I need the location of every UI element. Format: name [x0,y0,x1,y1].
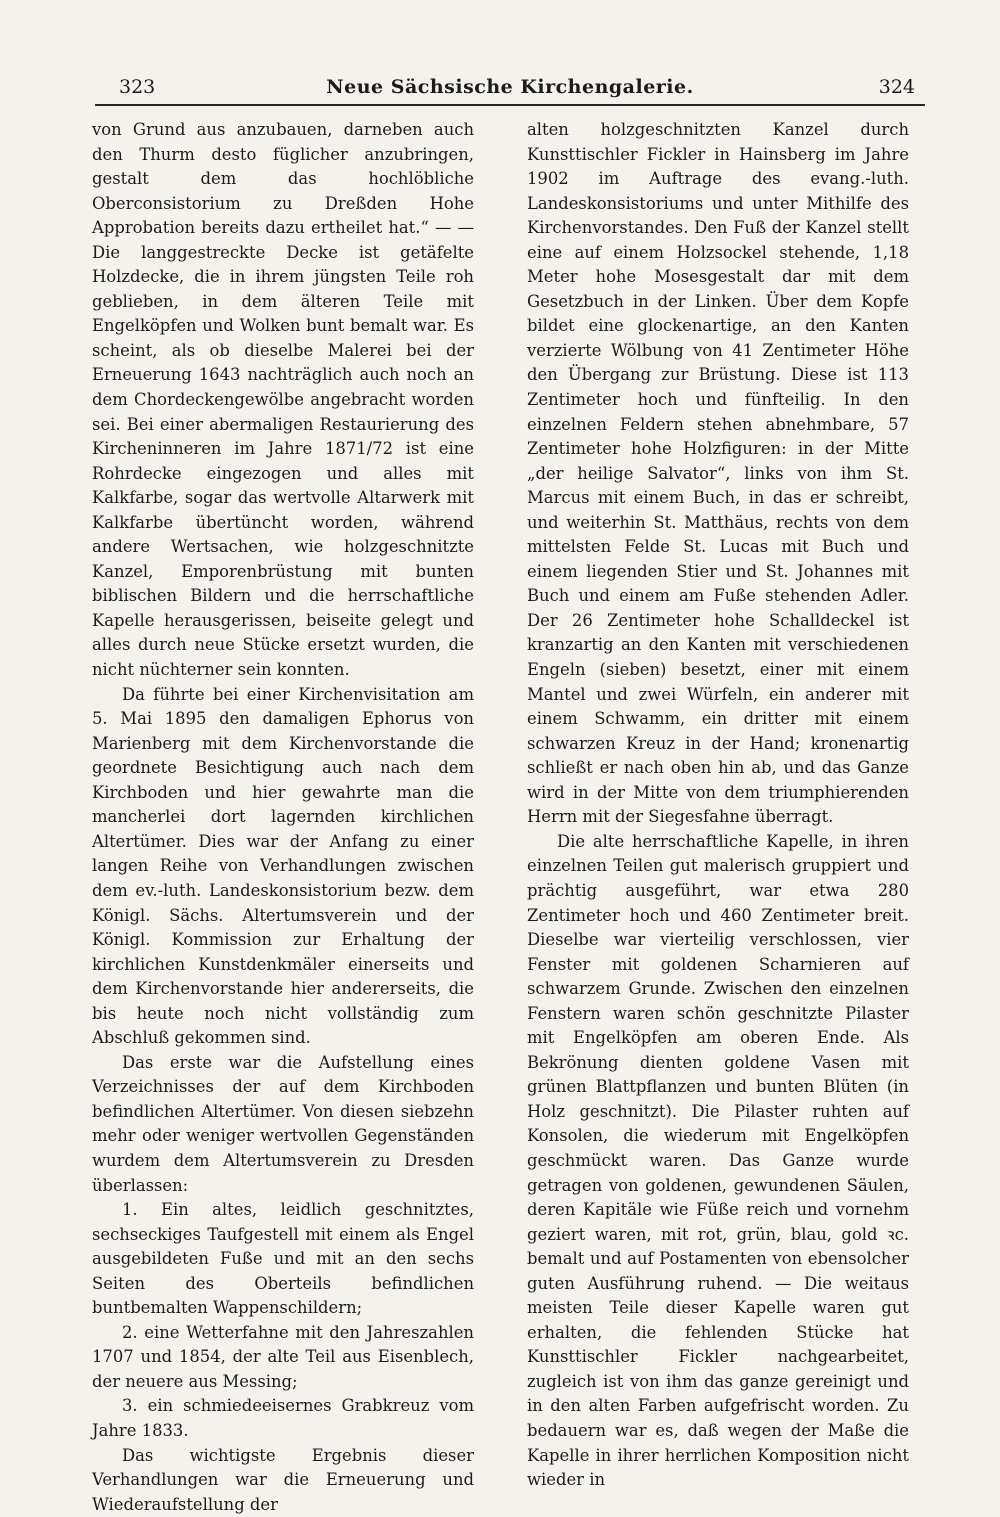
list-item: 2. eine Wetterfahne mit den Jahreszahlen 1707 und 1854, der alte Teil aus Eisenblech, der neuere aus Messing; [92,1322,474,1391]
page-number-right: 324 [878,76,915,98]
right-column [527,118,909,1493]
list-item: 1. Ein altes, leidlich geschnitztes, sechseckiges Taufgestell mit einem als Engel ausgebildeten Fuße und mit an den sechs Seiten des Oberteils befindlichen buntbemalten Wappenschildern; [92,1200,474,1318]
running-header [95,72,925,106]
left-column [92,118,474,1517]
paragraph: Das wichtigste Ergebnis dieser Verhandlungen war die Erneuerung und Wiederaufstellung der [92,1445,474,1514]
paragraph: Das erste war die Aufstellung eines Verzeichnisses der auf dem Kirchboden befindlichen Altertümer. Von diesen siebzehn mehr oder weniger wertvollen Gegenständen wurdem dem Altertumsverein zu Dresden überlassen: [92,1052,474,1195]
paragraph: alten holzgeschnitzten Kanzel durch Kunsttischler Fickler in Hainsberg im Jahre 1902 im Auftrage des evang.-luth. Landeskonsistoriums und unter Mithilfe des Kirchenvorstandes. Den Fuß der Kanzel stellt eine auf einem Holzsockel stehende, 1,18 Meter hohe Mosesgestalt dar mit dem Gesetzbuch in der Linken. Über dem Kopfe bildet eine glockenartige, an den Kanten verzierte Wölbung von 41 Zentimeter Höhe den Übergang zur Brüstung. Diese ist 113 Zentimeter hoch und fünfteilig. In den einzelnen Feldern stehen abnehmbare, 57 Zentimeter hohe Holzfiguren: in der Mitte „der heilige Salvator“, links von ihm St. Marcus mit einem Buch, in das er schreibt, und weiterhin St. Matthäus, rechts von dem mittelsten Felde St. Lucas mit Buch und einem liegenden Stier und St. Johannes mit Buch und einem am Fuße stehenden Adler. Der 26 Zentimeter hohe Schalldeckel ist kranzartig an den Kanten mit verschiedenen Engeln (sieben) besetzt, einer mit einem Mantel und zwei Würfeln, ein anderer mit einem Schwamm, ein dritter mit einem schwarzen Kreuz in der Hand; kronenartig schließt er nach oben hin ab, und das Ganze wird in der Mitte von dem triumphierenden Herrn mit der Siegesfahne überragt. [527,120,909,827]
page-number-left: 323 [119,76,156,98]
paragraph: Die alte herrschaftliche Kapelle, in ihren einzelnen Teilen gut malerisch gruppiert und prächtig ausgeführt, war etwa 280 Zentimeter hoch und 460 Zentimeter breit. Dieselbe war vierteilig verschlossen, vier Fenster mit goldenen Scharnieren auf schwarzem Grunde. Zwischen den einzelnen Fenstern waren schön geschnitzte Pilaster mit Engelköpfen am oberen Ende. Als Bekrönung dienten goldene Vasen mit grünen Blattpflanzen und bunten Blüten (in Holz geschnitzt). Die Pilaster ruhten auf Konsolen, die wiederum mit Engelköpfen geschmückt waren. Das Ganze wurde getragen von goldenen, gewundenen Säulen, deren Kapitäle wie Füße reich und vornehm geziert waren, mit rot, grün, blau, gold ꝛc. bemalt und auf Postamenten von ebensolcher guten Ausführung ruhend. — Die weitaus meisten Teile dieser Kapelle waren gut erhalten, die fehlenden Stücke hat Kunsttischler Fickler nachgearbeitet, zugleich ist von ihm das ganze gereinigt und in den alten Farben aufgefrischt worden. Zu bedauern war es, daß wegen der Maße die Kapelle in ihrer herrlichen Komposition nicht wieder in [527,831,909,1490]
paragraph: Da führte bei einer Kirchenvisitation am 5. Mai 1895 den damaligen Ephorus von Marienberg mit dem Kirchenvorstande die geordnete Besichtigung auch nach dem Kirchboden und hier gewahrte man die mancherlei dort lagernden kirchlichen Altertümer. Dies war der Anfang zu einer langen Reihe von Verhandlungen zwischen dem ev.-luth. Landeskonsistorium bezw. dem Königl. Sächs. Altertumsverein und der Königl. Kommission zur Erhaltung der kirchlichen Kunstdenkmäler einerseits und dem Kirchenvorstande hier andererseits, die bis heute noch nicht vollständig zum Abschluß gekommen sind. [92,684,474,1048]
running-title: Neue Sächsische Kirchengalerie. [326,76,694,98]
list-item: 3. ein schmiedeeisernes Grabkreuz vom Jahre 1833. [92,1396,474,1440]
paragraph: von Grund aus anzubauen, darneben auch den Thurm desto füglicher anzubringen, gestalt dem das hochlöbliche Oberconsistorium zu Dreßden Hohe Approbation bereits dazu ertheilet hat.“ — — Die langgestreckte Decke ist getäfelte Holzdecke, die in ihrem jüngsten Teile roh geblieben, in dem älteren Teile mit Engelköpfen und Wolken bunt bemalt war. Es scheint, als ob dieselbe Malerei bei der Erneuerung 1643 nachträglich auch noch an dem Chordeckengewölbe angebracht worden sei. Bei einer abermaligen Restaurierung des Kircheninneren im Jahre 1871/72 ist eine Rohrdecke eingezogen und alles mit Kalkfarbe, sogar das wertvolle Altarwerk mit Kalkfarbe übertüncht worden, während andere Wertsachen, wie holzgeschnitzte Kanzel, Emporenbrüstung mit bunten biblischen Bildern und die herrschaftliche Kapelle herausgerissen, beiseite gelegt und alles durch neue Stücke ersetzt wurden, die nicht nüchterner sein konnten. [92,120,474,680]
